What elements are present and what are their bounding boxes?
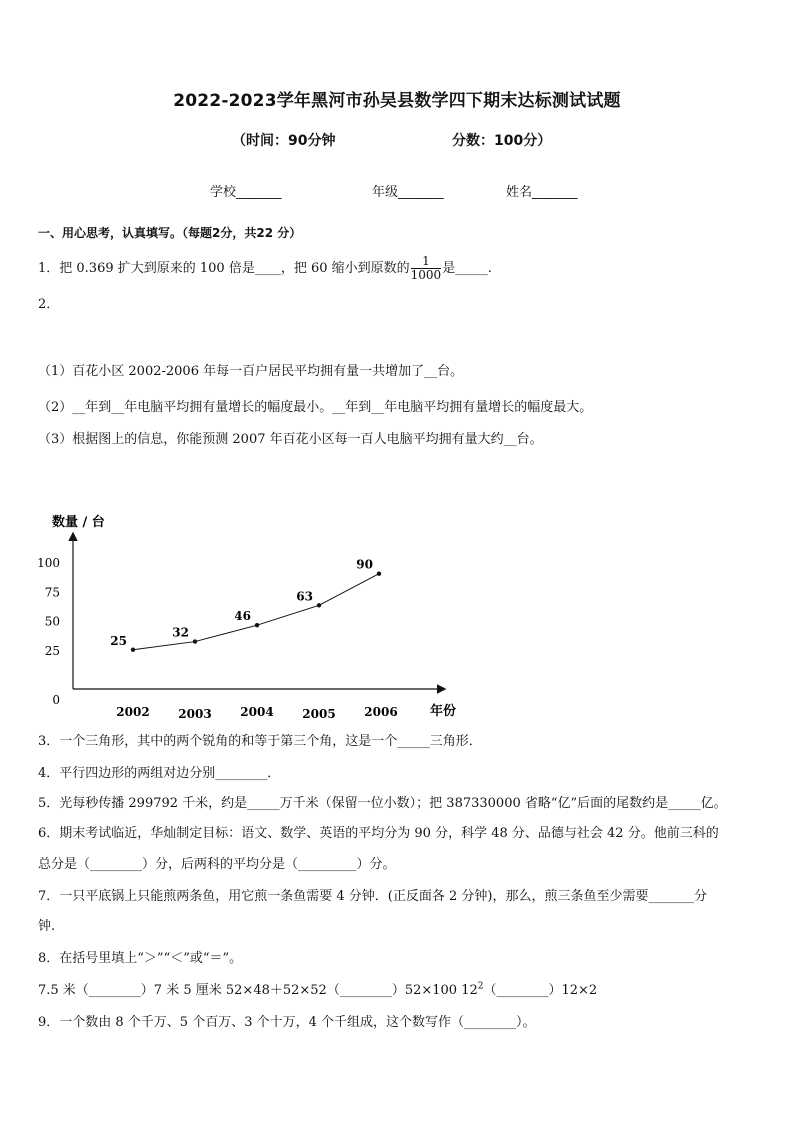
x-tick-label: 2005 [302, 707, 336, 721]
grade-field: 年级_______ [372, 185, 444, 200]
data-point [317, 603, 321, 607]
x-tick-labels [116, 705, 397, 721]
x-axis-label: 年份 [430, 704, 457, 719]
data-label: 90 [356, 557, 373, 572]
exam-score: 分数：100分） [452, 133, 552, 149]
question-1-after: 是_____. [442, 261, 492, 276]
question-4: 4．平行四边形的两组对边分别________． [38, 766, 281, 781]
question-8-line1: 8．在括号里填上“＞”“＜”或“＝”。 [38, 951, 243, 966]
question-8-comparisons: 7.5 米（________）7 米 5 厘米 52×48＋52×52（________）52×100 12 [38, 983, 478, 998]
x-tick-label: 2004 [240, 705, 274, 719]
question-5: 5．光每秒传播 299792 千米，约是_____万千米（保留一位小数）；把 387330000 省略“亿”后面的尾数约是_____亿。 [38, 796, 727, 811]
question-9: 9．一个数由 8 个千万、5 个百万、3 个十万，4 个千组成，这个数写作（________）。 [38, 1015, 536, 1030]
question-1 [38, 255, 492, 282]
line-chart [0, 500, 794, 725]
y-tick-label: 100 [37, 556, 60, 570]
school-field: 学校_______ [210, 185, 282, 200]
question-2-sub2: （2）__年到__年电脑平均拥有量增长的幅度最小。__年到__年电脑平均拥有量增长的幅度最大。 [38, 400, 593, 415]
exam-time: （时间：90分钟 [232, 133, 336, 149]
fraction-numerator: 1 [411, 255, 442, 269]
exponent: 2 [477, 981, 484, 992]
data-label: 63 [296, 589, 313, 604]
question-7-line1: 7．一只平底锅上只能煎两条鱼，用它煎一条鱼需要 4 分钟．(正反面各 2 分钟)，那么，煎三条鱼至少需要_______分 [38, 889, 707, 904]
question-1-before: 1．把 0.369 扩大到原来的 100 倍是____，把 60 缩小到原数的 [38, 261, 410, 276]
data-point [255, 623, 259, 627]
x-tick-label: 2003 [178, 707, 212, 721]
data-label: 46 [234, 609, 251, 624]
question-8-comparison-end: （________）12×2 [483, 983, 598, 998]
question-2-sub3: （3）根据图上的信息，你能预测 2007 年百花小区每一百人电脑平均拥有量大约__台。 [38, 432, 543, 447]
data-point [193, 639, 197, 643]
question-7-line2: 钟. [38, 919, 56, 934]
x-tick-label: 2006 [364, 705, 398, 719]
question-2-number: 2． [38, 297, 60, 312]
fraction [411, 255, 442, 282]
data-label: 25 [110, 633, 127, 648]
y-tick-label: 50 [44, 614, 60, 629]
data-label: 32 [172, 625, 189, 640]
x-tick-label: 2002 [116, 705, 150, 719]
question-2-sub1: （1）百花小区 2002-2006 年每一百户居民平均拥有量一共增加了__台。 [38, 364, 464, 379]
data-point [377, 572, 381, 576]
name-field: 姓名_______ [506, 185, 578, 200]
fraction-denominator: 1000 [410, 268, 442, 282]
y-tick-label: 25 [44, 643, 60, 658]
y-tick-label: 75 [44, 585, 60, 600]
data-points [110, 558, 381, 652]
question-3: 3．一个三角形，其中的两个锐角的和等于第三个角，这是一个_____三角形． [38, 734, 482, 749]
question-8-line2 [38, 979, 597, 998]
y-axis-label: 数量 / 台 [52, 515, 105, 530]
data-point [131, 648, 135, 652]
page-title: 2022-2023学年黑河市孙吴县数学四下期末达标测试试题 [173, 91, 621, 111]
section-heading: 一、用心思考，认真填写。（每题2分，共22 分） [38, 226, 302, 240]
y-tick-labels [37, 556, 60, 707]
y-tick-label: 0 [52, 693, 60, 707]
question-6-line2: 总分是（________）分，后两科的平均分是（_________）分。 [38, 857, 396, 872]
series-line [133, 574, 379, 650]
question-6-line1: 6．期末考试临近，华灿制定目标：语文、数学、英语的平均分为 90 分，科学 48 分、品德与社会 42 分。他前三科的 [38, 826, 719, 841]
